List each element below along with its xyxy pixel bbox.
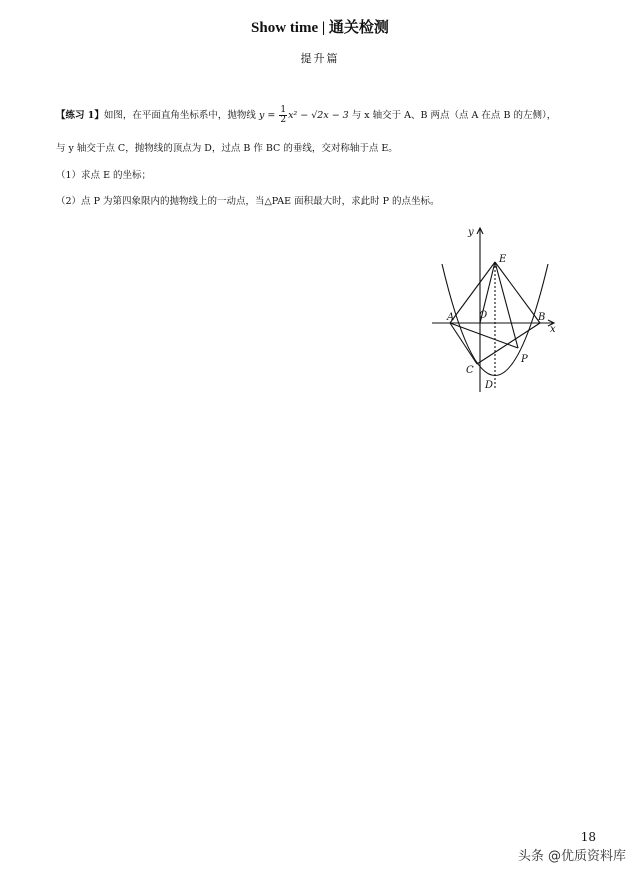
equation-equals: = bbox=[264, 110, 279, 121]
question-1: （1）求点 E 的坐标； bbox=[56, 170, 152, 181]
section-subtitle: 提升篇 bbox=[300, 52, 340, 65]
line-ae bbox=[450, 262, 495, 323]
label-e: E bbox=[499, 254, 507, 265]
parabola-figure bbox=[428, 222, 563, 394]
label-d: D bbox=[485, 380, 494, 391]
line-ep bbox=[495, 262, 518, 348]
line-ac bbox=[450, 323, 477, 364]
label-y: y bbox=[468, 227, 474, 238]
equation-y: y bbox=[258, 110, 265, 121]
label-x: x bbox=[550, 324, 556, 335]
line-bc bbox=[477, 323, 540, 364]
fraction-numerator: 1 bbox=[280, 105, 287, 115]
exercise-intro-a: 如图，在平面直角坐标系中，抛物线 bbox=[103, 110, 259, 121]
watermark: 头条 @优质资料库 bbox=[517, 849, 626, 864]
label-b: B bbox=[538, 312, 546, 323]
question-2: （2）点 P 为第四象限内的抛物线上的一动点，当△PAE 面积最大时，求此时 P 的点坐标。 bbox=[56, 196, 440, 207]
line-eb bbox=[495, 262, 540, 323]
label-c: C bbox=[466, 365, 474, 376]
page-number: 18 bbox=[580, 830, 596, 844]
label-p: P bbox=[521, 354, 528, 365]
fraction-denominator: 2 bbox=[280, 115, 287, 125]
equation-fraction bbox=[279, 106, 287, 125]
page-title: Show time | 通关检测 bbox=[251, 20, 389, 36]
exercise-tag: 【练习 1】 bbox=[56, 110, 104, 121]
exercise-line-1 bbox=[56, 106, 556, 125]
label-a: A bbox=[447, 312, 455, 323]
exercise-intro-b: 与 x 轴交于 A、B 两点（点 A 在点 B 的左侧）， bbox=[348, 110, 557, 121]
exercise-line-2: 与 y 轴交于点 C，抛物线的顶点为 D，过点 B 作 BC 的垂线，交对称轴于点 E。 bbox=[56, 143, 398, 154]
equation-rest: x² − √2x − 3 bbox=[288, 110, 349, 121]
label-o: O bbox=[479, 310, 488, 321]
